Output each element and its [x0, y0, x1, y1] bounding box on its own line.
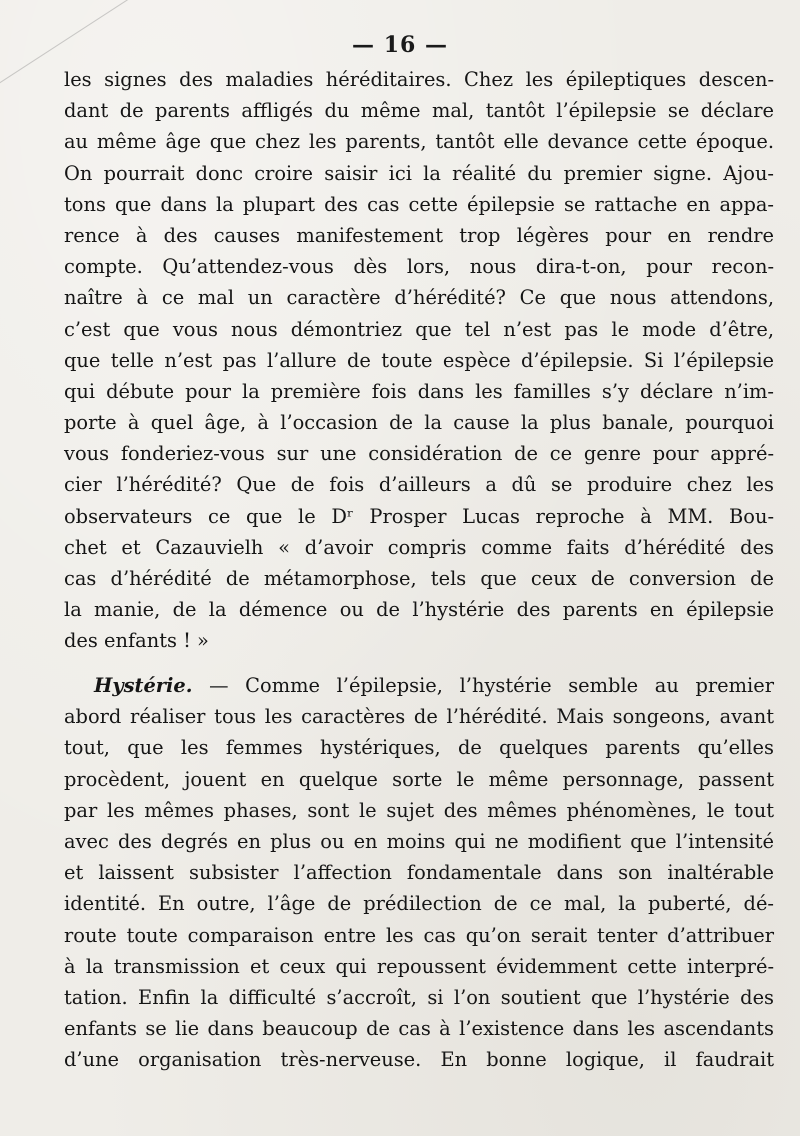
text-line: chet et Cazauvielh « d’avoir compris comme faits d’hérédité des — [64, 535, 774, 559]
text-line: vous fonderiez-vous sur une considération de ce genre pour appré- — [64, 442, 774, 466]
text-line: et laissent subsister l’affection fondamentale dans son inaltérable — [64, 861, 774, 885]
text-line: d’une organisation très-nerveuse. En bonne logique, il faudrait — [64, 1048, 774, 1072]
paragraph-hysterie — [64, 670, 774, 1075]
text-line: avec des degrés en plus ou en moins qui ne modifient que l’intensité — [64, 829, 774, 853]
text-line: naître à ce mal un caractère d’hérédité? Ce que nous attendons, — [64, 286, 774, 310]
text-line: qui débute pour la première fois dans les familles s’y déclare n’im- — [64, 379, 774, 403]
text-line-first — [64, 670, 774, 701]
paragraph-epilepsie — [64, 64, 774, 657]
text-line: les signes des maladies héréditaires. Chez les épileptiques descen- — [64, 68, 774, 91]
text-line: compte. Qu’attendez-vous dès lors, nous dira-t-on, pour recon- — [64, 255, 774, 279]
page-number: — 16 — — [352, 32, 448, 58]
text-line: identité. En outre, l’âge de prédilection de ce mal, la puberté, dé- — [64, 892, 774, 916]
section-lead-text: — Comme l’épilepsie, l’hystérie semble au premier — [192, 674, 774, 697]
text-line: que telle n’est pas l’allure de toute espèce d’épilepsie. Si l’épilepsie — [64, 348, 774, 372]
text-line: tation. Enfin la difficulté s’accroît, si l’on soutient que l’hystérie des — [64, 985, 774, 1009]
text-line: abord réaliser tous les caractères de l’hérédité. Mais songeons, avant — [64, 705, 774, 729]
text-line: rence à des causes manifestement trop légères pour en rendre — [64, 223, 774, 247]
text-line: tout, que les femmes hystériques, de quelques parents qu’elles — [64, 736, 774, 760]
text-line: par les mêmes phases, sont le sujet des mêmes phénomènes, le tout — [64, 798, 774, 822]
text-line: procèdent, jouent en quelque sorte le même personnage, passent — [64, 767, 774, 791]
text-line: dant de parents affligés du même mal, tantôt l’épilepsie se déclare — [64, 99, 774, 123]
text-line: c’est que vous nous démontriez que tel n’est pas le mode d’être, — [64, 317, 774, 341]
text-line: enfants se lie dans beaucoup de cas à l’existence dans les ascendants — [64, 1017, 774, 1041]
text-line: cier l’hérédité? Que de fois d’ailleurs a dû se produire chez les — [64, 473, 774, 497]
text-line: la manie, de la démence ou de l’hystérie des parents en épilepsie — [64, 598, 774, 622]
text-line: porte à quel âge, à l’occasion de la cause la plus banale, pourquoi — [64, 411, 774, 435]
text-line: des enfants ! » — [64, 629, 209, 653]
section-title: Hystérie. — [94, 674, 193, 697]
text-line: cas d’hérédité de métamorphose, tels que ceux de conversion de — [64, 567, 774, 590]
text-line: au même âge que chez les parents, tantôt elle devance cette époque. — [64, 130, 774, 154]
text-line: route toute comparaison entre les cas qu’on serait tenter d’attribuer — [64, 923, 774, 947]
text-line: à la transmission et ceux qui repoussent évidemment cette interpré- — [64, 954, 774, 978]
text-line: On pourrait donc croire saisir ici la réalité du premier signe. Ajou- — [64, 161, 774, 185]
text-line: tons que dans la plupart des cas cette épilepsie se rattache en appa- — [64, 192, 774, 216]
text-line: observateurs ce que le Dʳ Prosper Lucas reproche à MM. Bou- — [64, 504, 774, 528]
